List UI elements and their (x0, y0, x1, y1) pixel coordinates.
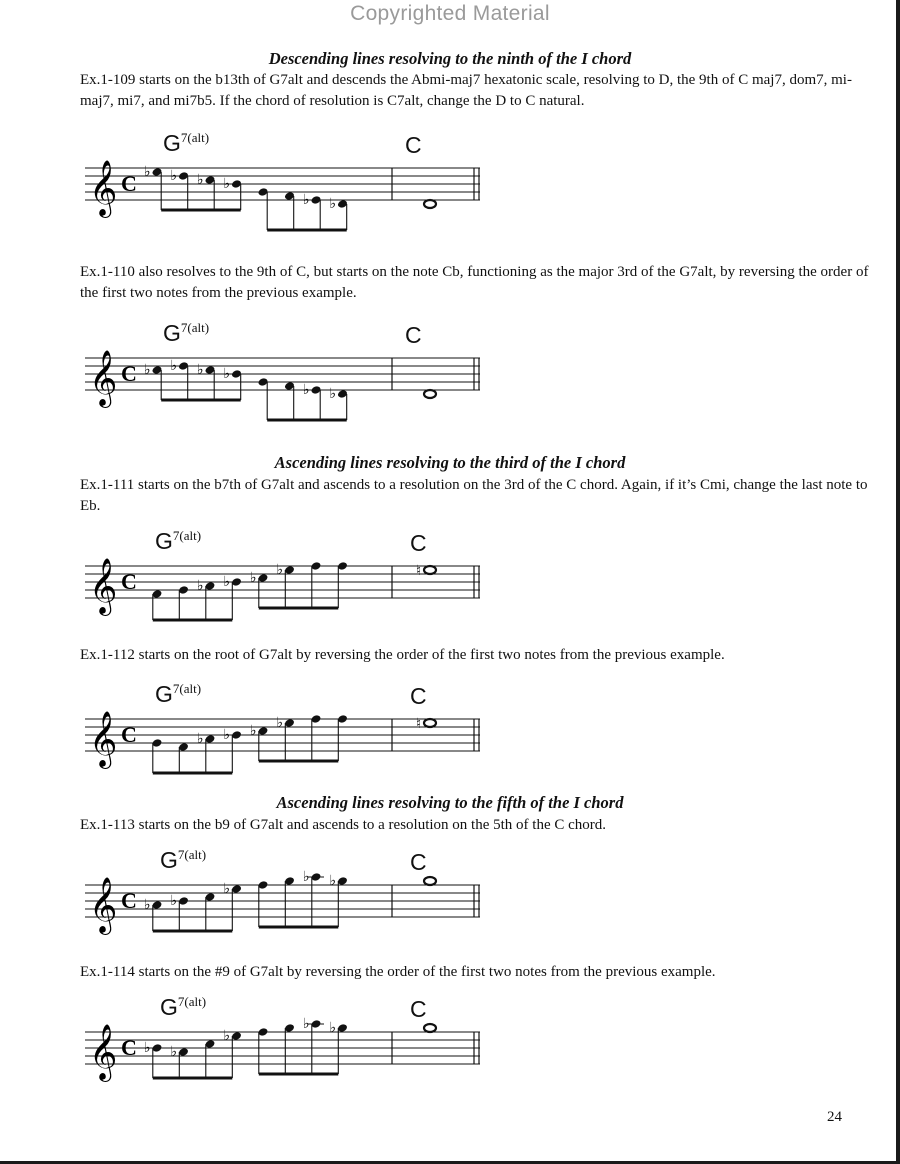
music-example-1-111 (85, 526, 495, 646)
chord-extension: 7(alt) (177, 994, 207, 1009)
chord-symbol-g7alt (155, 683, 201, 706)
flat-accidental: ♭ (303, 382, 310, 398)
chord-root: G (163, 320, 181, 346)
flat-accidental: ♭ (250, 723, 257, 739)
chord-root: G (163, 130, 181, 156)
paragraph-ex-1-113: Ex.1-113 starts on the b9 of G7alt and ascends to a resolution on the 5th of the C chord. (80, 817, 607, 833)
chord-extension: 7(alt) (172, 528, 202, 543)
staff-svg (85, 128, 495, 248)
chord-extension: 7(alt) (177, 847, 207, 862)
flat-accidental: ♭ (303, 192, 310, 208)
chord-root: G (160, 994, 178, 1020)
music-example-1-110 (85, 318, 495, 438)
staff-svg (85, 526, 495, 646)
flat-accidental: ♭ (329, 1020, 337, 1036)
flat-accidental: ♭ (197, 172, 204, 188)
flat-accidental: ♭ (329, 386, 337, 402)
flat-accidental: ♭ (223, 727, 231, 743)
whole-note (424, 1024, 436, 1032)
treble-clef: 𝄞 (89, 350, 118, 406)
flat-accidental: ♭ (223, 574, 231, 590)
whole-note (424, 566, 436, 574)
chord-symbol-c: C (405, 322, 422, 348)
flat-accidental: ♭ (303, 1016, 310, 1032)
paragraph-ex-1-114: Ex.1-114 starts on the #9 of G7alt by reversing the order of the first two notes from the previous example. (80, 964, 716, 980)
section-heading-fifth: Ascending lines resolving to the fifth of the I chord (276, 793, 624, 812)
chord-symbol-g7alt (160, 849, 206, 872)
music-example-1-112 (85, 679, 495, 799)
treble-clef: 𝄞 (89, 1024, 118, 1080)
flat-accidental: ♭ (170, 168, 178, 184)
flat-accidental: ♭ (170, 1044, 178, 1060)
flat-accidental: ♭ (276, 715, 284, 731)
time-signature: C (121, 171, 137, 196)
flat-accidental: ♭ (144, 897, 151, 913)
flat-accidental: ♭ (276, 562, 284, 578)
chord-root: G (155, 528, 173, 554)
staff-svg (85, 318, 495, 438)
flat-accidental: ♭ (197, 578, 204, 594)
flat-accidental: ♭ (197, 362, 204, 378)
chord-symbol-c: C (405, 132, 422, 158)
chord-root: G (160, 847, 178, 873)
flat-accidental: ♭ (223, 366, 231, 382)
treble-clef: 𝄞 (89, 160, 118, 216)
staff-svg (85, 845, 495, 965)
section-heading-ninth: Descending lines resolving to the ninth of the I chord (268, 49, 632, 68)
page-number: 24 (827, 1109, 842, 1125)
flat-accidental: ♭ (144, 362, 151, 378)
whole-note (424, 877, 436, 885)
flat-accidental: ♭ (144, 1040, 151, 1056)
flat-accidental: ♭ (223, 176, 231, 192)
treble-clef: 𝄞 (89, 711, 118, 767)
chord-symbol-g7alt (163, 322, 209, 345)
flat-accidental: ♭ (329, 196, 337, 212)
page-edge-right (896, 0, 900, 1164)
chord-extension: 7(alt) (180, 130, 210, 145)
natural-accidental: ♮ (416, 563, 422, 579)
music-example-1-109 (85, 128, 495, 248)
whole-note (424, 390, 436, 398)
paragraph-ex-1-111: Ex.1-111 starts on the b7th of G7alt and ascends to a resolution on the 3rd of the C chord. Again, if it’s Cmi, change the last note to Eb. (80, 477, 868, 514)
natural-accidental: ♮ (416, 716, 422, 732)
flat-accidental: ♭ (303, 869, 310, 885)
time-signature: C (121, 1035, 137, 1060)
time-signature: C (121, 361, 137, 386)
chord-symbol-g7alt (163, 132, 209, 155)
flat-accidental: ♭ (170, 893, 178, 909)
flat-accidental: ♭ (197, 731, 204, 747)
chord-symbol-c: C (410, 849, 427, 875)
chord-symbol-c: C (410, 530, 427, 556)
chord-extension: 7(alt) (172, 681, 202, 696)
chord-symbol-c: C (410, 683, 427, 709)
staff-svg (85, 679, 495, 799)
paragraph-ex-1-110: Ex.1-110 also resolves to the 9th of C, but starts on the note Cb, functioning as the major 3rd of the G7alt, by reversing the order of the first two notes from the previous example. (80, 264, 869, 301)
staff-svg (85, 992, 495, 1112)
time-signature: C (121, 888, 137, 913)
paragraph-ex-1-109: Ex.1-109 starts on the b13th of G7alt and descends the Abmi-maj7 hexatonic scale, resolving to D, the 9th of C maj7, dom7, mi-maj7, mi7, and mi7b5. If the chord of resolution is C7alt, change the D to C natural. (80, 72, 852, 109)
chord-extension: 7(alt) (180, 320, 210, 335)
time-signature: C (121, 722, 137, 747)
paragraph-ex-1-112: Ex.1-112 starts on the root of G7alt by reversing the order of the first two notes from the previous example. (80, 647, 725, 663)
flat-accidental: ♭ (170, 358, 178, 374)
section-heading-third: Ascending lines resolving to the third of the I chord (274, 453, 626, 472)
whole-note (424, 200, 436, 208)
music-example-1-114 (85, 992, 495, 1112)
flat-accidental: ♭ (250, 570, 257, 586)
time-signature: C (121, 569, 137, 594)
treble-clef: 𝄞 (89, 877, 118, 933)
chord-symbol-g7alt (160, 996, 206, 1019)
flat-accidental: ♭ (223, 1028, 231, 1044)
chord-symbol-g7alt (155, 530, 201, 553)
chord-root: G (155, 681, 173, 707)
copyright-watermark: Copyrighted Material (350, 2, 550, 25)
whole-note (424, 719, 436, 727)
treble-clef: 𝄞 (89, 558, 118, 614)
flat-accidental: ♭ (329, 873, 337, 889)
music-example-1-113 (85, 845, 495, 965)
flat-accidental: ♭ (144, 164, 151, 180)
flat-accidental: ♭ (223, 881, 231, 897)
chord-symbol-c: C (410, 996, 427, 1022)
